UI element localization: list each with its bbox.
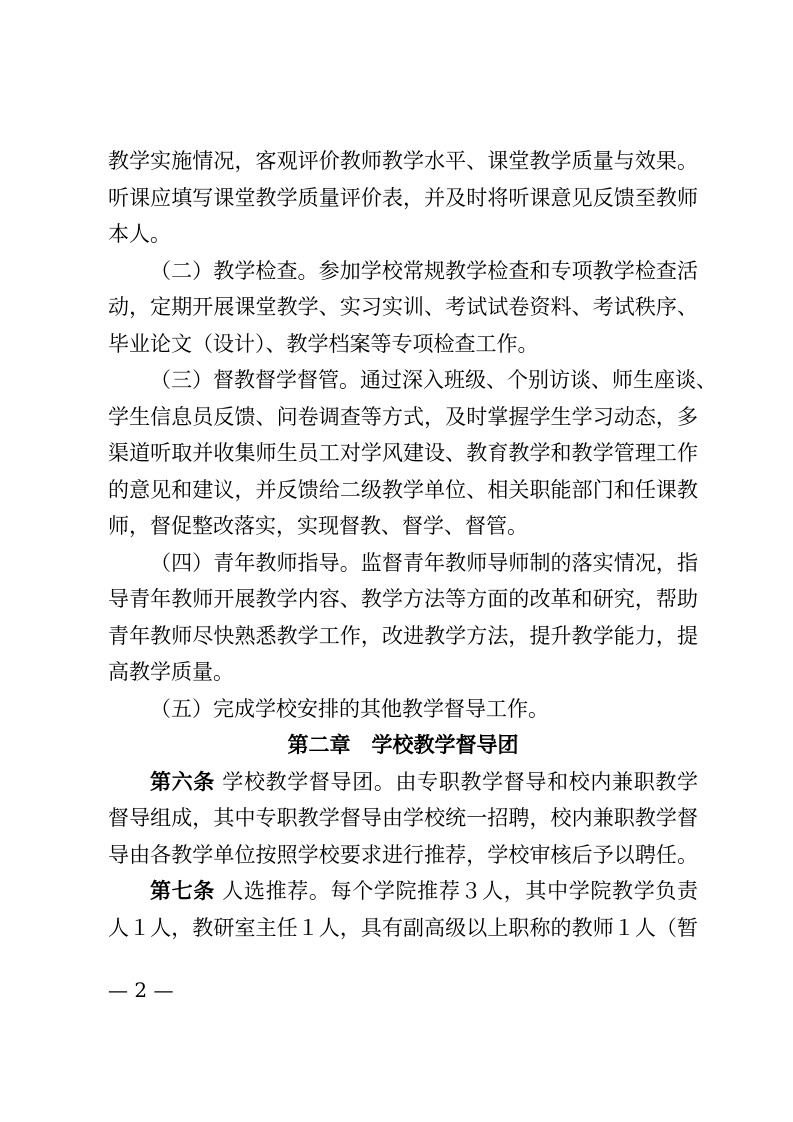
page-number: — 2 — — [108, 978, 174, 1002]
chapter-heading: 第二章 学校教学督导团 — [287, 732, 519, 757]
body-line: 动，定期开展课堂教学、实习实训、考试试卷资料、考试秩序、 — [108, 295, 698, 319]
body-line: 毕业论文（设计）、教学档案等专项检查工作。 — [108, 331, 539, 356]
body-line: 督导组成，其中专职教学督导由学校统一招聘，校内兼职教学督 — [108, 806, 698, 830]
body-line: 渠道听取并收集师生员工对学风建设、教育教学和教学管理工作 — [108, 441, 698, 465]
article-6-first-line — [108, 764, 698, 801]
body-line: 教学实施情况，客观评价教师教学水平、课堂教学质量与效果。 — [108, 149, 698, 173]
document-body — [108, 143, 717, 946]
article-7-first-line — [108, 873, 698, 910]
body-line: （三）督教督学督管。通过深入班级、个别访谈、师生座谈、 — [150, 368, 717, 392]
article-6-text: 学校教学督导团。由专职教学督导和校内兼职教学 — [222, 769, 698, 794]
body-line: 听课应填写课堂教学质量评价表，并及时将听课意见反馈至教师 — [108, 185, 698, 210]
body-line: （四）青年教师指导。监督青年教师导师制的落实情况，指 — [150, 550, 698, 575]
body-line: 师，督促整改落实，实现督教、督学、督管。 — [108, 514, 528, 538]
body-line: 青年教师尽快熟悉教学工作，改进教学方法，提升教学能力，提 — [108, 623, 698, 648]
body-line: 导由各教学单位按照学校要求进行推荐，学校审核后予以聘任。 — [108, 842, 698, 867]
body-line: 学生信息员反馈、问卷调查等方式，及时掌握学生学习动态，多 — [108, 404, 698, 429]
body-line: 人１人，教研室主任１人，具有副高级以上职称的教师１人（暂 — [108, 915, 698, 940]
body-line: 导青年教师开展教学内容、教学方法等方面的改革和研究，帮助 — [108, 587, 698, 611]
article-7-text: 人选推荐。每个学院推荐３人，其中学院教学负责 — [222, 879, 698, 903]
body-line: 的意见和建议，并反馈给二级教学单位、相关职能部门和任课教 — [108, 477, 698, 502]
body-line: （五）完成学校安排的其他教学督导工作。 — [150, 696, 549, 721]
body-line: 高教学质量。 — [108, 660, 234, 684]
article-6-label: 第六条 — [150, 768, 215, 794]
body-line: （二）教学检查。参加学校常规教学检查和专项教学检查活 — [150, 258, 698, 283]
article-7-label: 第七条 — [150, 878, 215, 903]
body-line: 本人。 — [108, 222, 171, 246]
